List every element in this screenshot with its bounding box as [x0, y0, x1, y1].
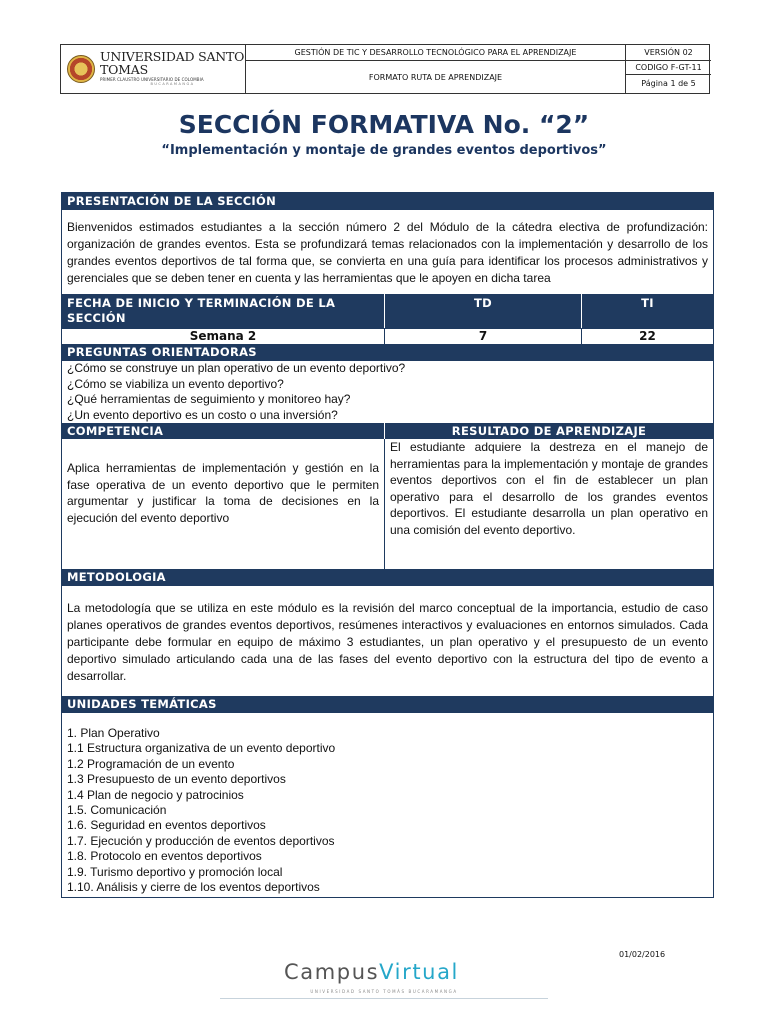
campus-virtual-logo	[284, 962, 484, 994]
list-item: ¿Cómo se viabiliza un evento deportivo?	[67, 376, 284, 391]
list-item: 1.2 Programación de un evento	[67, 756, 235, 771]
list-item: 1.3 Presupuesto de un evento deportivos	[67, 772, 286, 787]
list-item: 1.1 Estructura organizativa de un evento deportivo	[67, 741, 336, 756]
header-format-title: FORMATO RUTA DE APRENDIZAJE	[368, 72, 503, 82]
resultado-heading: RESULTADO DE APRENDIZAJE	[384, 423, 713, 439]
brand-virtual: Virtual	[379, 960, 459, 984]
preguntas-list	[62, 361, 713, 423]
logo-subtitle: PRIMER CLAUSTRO UNIVERSITARIO DE COLOMBIA	[100, 77, 204, 83]
page-title: SECCIÓN FORMATIVA No. “2”	[178, 110, 590, 139]
brand-campus: Campus	[284, 960, 380, 984]
header-page: Página 1 de 5	[641, 79, 696, 88]
list-item: ¿Cómo se construye un plan operativo de un evento deportivo?	[67, 361, 406, 375]
resultado-text: El estudiante adquiere la destreza en el manejo de herramientas para la implementación y montaje de grandes eventos deportivos con el fin de establecer un plan operativo para el desarrollo de los grandes eventos deportivos. El estudiante desarrolla un plan operativo en una comisión del evento deportivo.	[384, 439, 713, 569]
list-item: 1.7. Ejecución y producción de eventos deportivos	[67, 833, 335, 848]
brand-subtitle: UNIVERSIDAD SANTO TOMÁS BUCARAMANGA	[310, 989, 458, 994]
header-top-title: GESTIÓN DE TIC Y DESARROLLO TECNOLÓGICO PARA EL APRENDIZAJE	[246, 45, 625, 61]
unidades-list	[62, 713, 713, 897]
preguntas-heading: PREGUNTAS ORIENTADORAS	[62, 344, 713, 361]
metodologia-text: La metodología que se utiliza en este módulo es la revisión del marco conceptual de la importancia, estudio de caso planes operativos de grandes eventos deportivos, resúmenes interactivos y evaluaciones en entornos simulados. Cada participante debe formular en equipo de máximo 3 estudiantes, un plan operativo y el presupuesto de un evento deportivo simulado articulando cada una de las fases del evento deportivo con la estructura del tipo de evento a desarrollar.	[67, 601, 708, 683]
page-subtitle: “Implementación y montaje de grandes eventos deportivos”	[161, 143, 607, 158]
fecha-heading: FECHA DE INICIO Y TERMINACIÓN DE LA SECCIÓN	[62, 294, 384, 328]
list-item: 1.8. Protocolo en eventos deportivos	[67, 849, 262, 864]
list-item: 1.10. Análisis y cierre de los eventos deportivos	[67, 880, 320, 895]
td-value: 7	[384, 328, 581, 344]
competencia-heading: COMPETENCIA	[62, 423, 384, 439]
presentacion-text: Bienvenidos estimados estudiantes a la sección número 2 del Módulo de la cátedra electiva de profundización: organización de grandes eventos. Esta se profundizará temas relacionados con la implementación y desarrollo de los grandes eventos deportivos de tal forma que, se convierta en una guía para identificar los procesos administrativos y gerenciales que se deben tener en cuenta y las herramientas que le apoyen en dicha tarea	[67, 220, 708, 285]
university-logo	[61, 45, 246, 93]
list-item: 1.5. Comunicación	[67, 803, 167, 818]
unidades-heading: UNIDADES TEMÁTICAS	[62, 696, 713, 713]
header-code: CODIGO F-GT-11	[626, 61, 711, 75]
list-item: ¿Un evento deportivo es un costo o una inversión?	[67, 407, 338, 422]
footer-divider	[220, 998, 548, 999]
metodologia-heading: METODOLOGIA	[62, 569, 713, 586]
ti-value: 22	[581, 328, 713, 344]
logo-title: UNIVERSIDAD SANTO TOMAS	[100, 49, 245, 77]
ti-label: TI	[581, 294, 713, 328]
footer-date: 01/02/2016	[619, 950, 666, 959]
competencia-text: Aplica herramientas de implementación y gestión en la fase operativa de un evento deportivo que le permiten argumentar y justificar la toma de decisiones en la ejecución del evento deportivo	[67, 461, 379, 525]
td-label: TD	[384, 294, 581, 328]
list-item: ¿Qué herramientas de seguimiento y monitoreo hay?	[67, 392, 351, 406]
list-item: 1. Plan Operativo	[67, 726, 160, 740]
header-version: VERSIÓN 02	[626, 45, 711, 61]
semana-value: Semana 2	[62, 328, 384, 344]
logo-city: BUCARAMANGA	[150, 82, 195, 87]
list-item: 1.9. Turismo deportivo y promoción local	[67, 864, 283, 879]
presentacion-heading: PRESENTACIÓN DE LA SECCIÓN	[62, 193, 713, 210]
list-item: 1.4 Plan de negocio y patrocinios	[67, 787, 244, 802]
document-header	[60, 44, 710, 94]
list-item: 1.6. Seguridad en eventos deportivos	[67, 818, 266, 833]
university-seal-icon	[67, 55, 95, 83]
learning-route-table	[61, 192, 714, 898]
